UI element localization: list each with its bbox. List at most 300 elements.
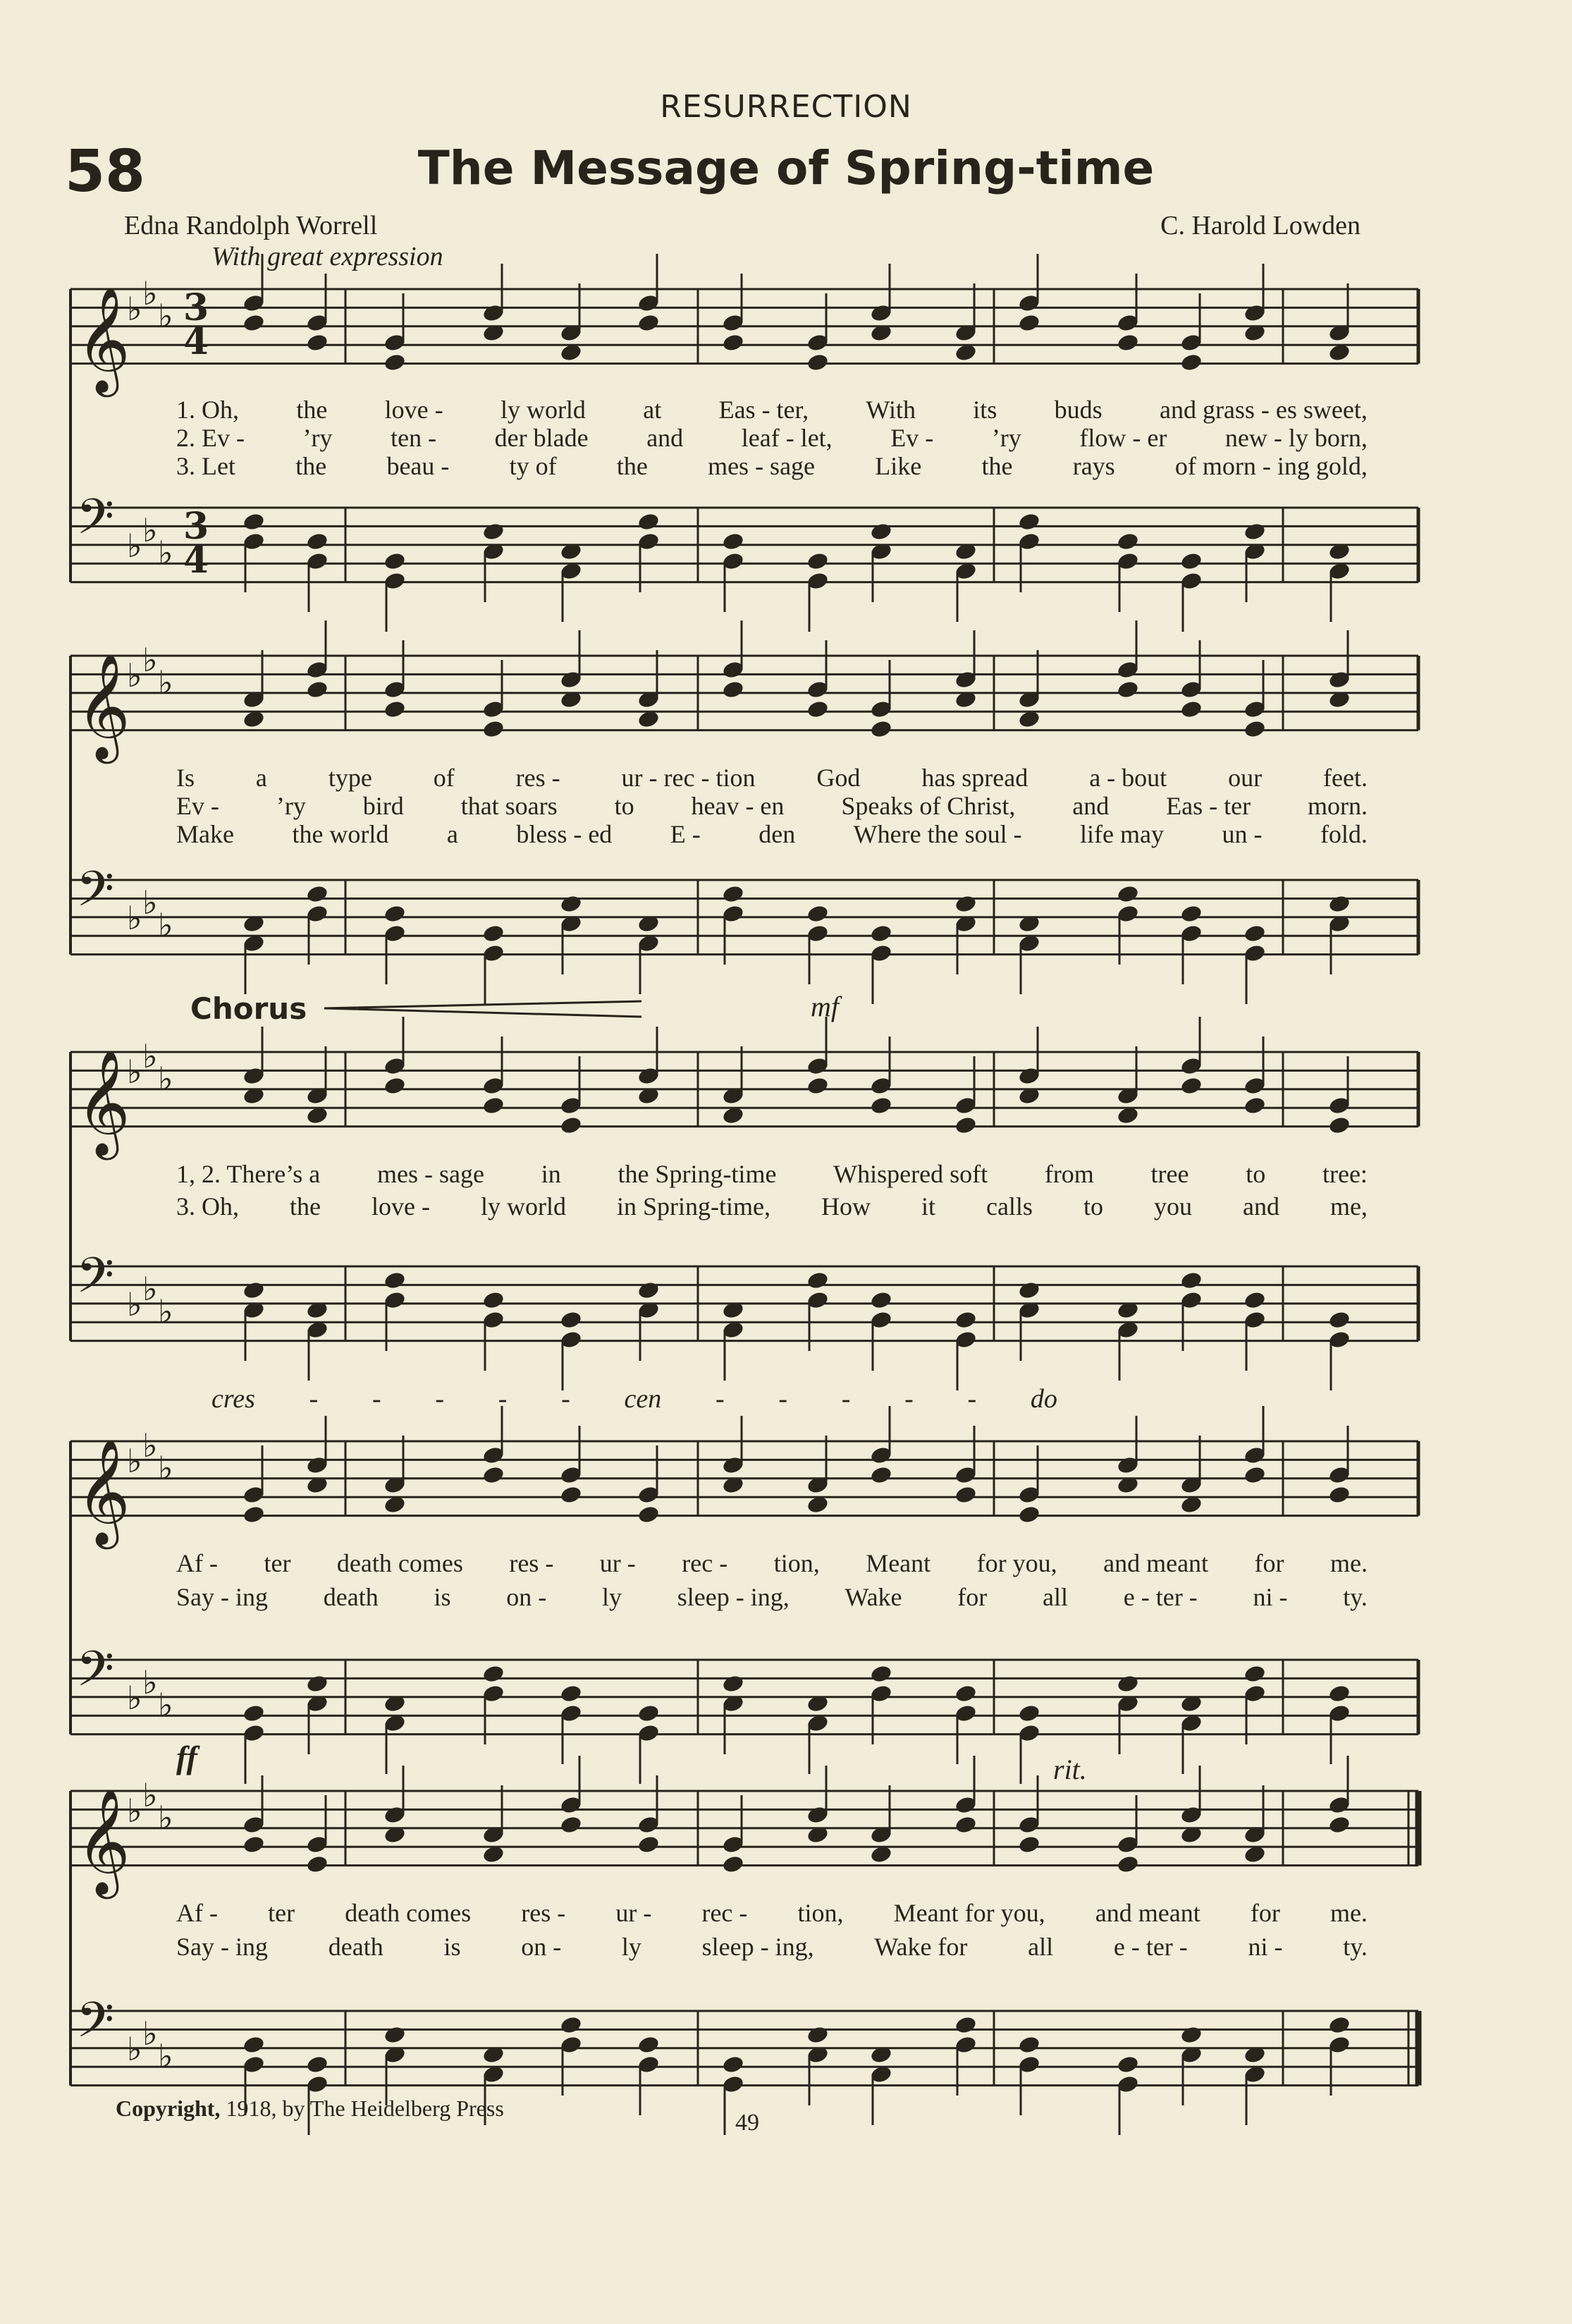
- lyric-syllable: rec -: [701, 1899, 748, 1927]
- lyric-syllable: 3. Let: [176, 452, 235, 480]
- lyric-line: [176, 1582, 1368, 1612]
- notehead: [721, 1674, 744, 1694]
- flat-sign-icon: ♭: [127, 1285, 142, 1323]
- notehead: [242, 1505, 265, 1524]
- lyric-syllable: death comes: [345, 1899, 472, 1927]
- crescendo-marking: [211, 1383, 1057, 1414]
- lyric-syllable: on -: [506, 1583, 547, 1611]
- notehead: [1116, 1674, 1139, 1694]
- section-heading: RESURRECTION: [660, 89, 912, 125]
- flat-sign-icon: ♭: [158, 2037, 173, 2075]
- lyric-syllable: the: [295, 452, 327, 480]
- notehead: [305, 1674, 328, 1694]
- lyric-syllable: beau -: [386, 452, 450, 480]
- lyric-syllable: ur - rec - tion: [621, 764, 756, 792]
- lyric-syllable: res -: [515, 764, 560, 792]
- lyric-syllable: death comes: [336, 1549, 463, 1577]
- notehead: [481, 1096, 505, 1115]
- lyric-syllable: a: [446, 820, 458, 848]
- flat-sign-icon: ♭: [158, 663, 173, 702]
- flat-sign-icon: ♭: [158, 534, 173, 572]
- notehead: [806, 2025, 829, 2045]
- lyric-syllable: ’ry: [991, 424, 1021, 452]
- notehead: [383, 353, 406, 372]
- lyric-syllable: ten -: [391, 424, 437, 452]
- treble-clef-icon: 𝄞: [76, 285, 130, 393]
- notehead: [1243, 1096, 1266, 1115]
- lyric-syllable: ter: [268, 1899, 295, 1927]
- lyric-syllable: Ev -: [890, 424, 934, 452]
- notehead: [383, 551, 406, 571]
- notehead: [1116, 2055, 1139, 2074]
- flat-sign-icon: ♭: [158, 1449, 173, 1487]
- notehead: [1179, 904, 1203, 924]
- lyric-syllable: calls: [985, 1192, 1033, 1221]
- page-number: 49: [735, 2110, 759, 2136]
- flat-sign-icon: ♭: [142, 883, 158, 922]
- lyric-line: [176, 395, 1368, 424]
- notehead: [1243, 924, 1266, 943]
- cres-dash: -: [498, 1384, 508, 1414]
- cres-dash: -: [904, 1384, 914, 1414]
- lyric-syllable: Speaks of Christ,: [841, 792, 1016, 820]
- do-text: do: [1030, 1384, 1057, 1414]
- notehead: [1179, 1271, 1203, 1290]
- lyric-syllable: ly world: [480, 1192, 566, 1221]
- notehead: [559, 1310, 582, 1330]
- notehead: [1327, 894, 1351, 914]
- hymn-title: The Message of Spring-time: [417, 141, 1155, 195]
- notehead: [1116, 333, 1139, 353]
- treble-clef-icon: 𝄞: [76, 652, 130, 759]
- lyric-syllable: and meant: [1103, 1549, 1209, 1577]
- notehead: [1327, 1115, 1351, 1135]
- notehead: [806, 1076, 829, 1096]
- lyric-syllable: Ev -: [176, 792, 219, 820]
- notehead: [806, 904, 829, 924]
- lyric-syllable: With: [866, 396, 916, 424]
- lyric-syllable: sleep - ing,: [677, 1583, 790, 1611]
- lyric-syllable: at: [643, 396, 662, 424]
- notehead: [1243, 1465, 1266, 1485]
- bass-clef-icon: 𝄢: [76, 1991, 115, 2060]
- lyric-syllable: ly: [601, 1583, 622, 1611]
- notehead: [559, 2015, 582, 2035]
- lyric-syllable: ni -: [1253, 1583, 1288, 1611]
- lyric-syllable: in: [541, 1160, 561, 1188]
- lyric-line: [176, 791, 1368, 821]
- notehead: [481, 719, 505, 739]
- notehead: [869, 522, 892, 542]
- lyric-syllable: that soars: [460, 792, 558, 820]
- notehead: [305, 1854, 328, 1874]
- flat-sign-icon: ♭: [142, 274, 158, 312]
- bass-clef-icon: 𝄢: [76, 860, 115, 929]
- notehead: [481, 1664, 505, 1684]
- notehead: [721, 1854, 744, 1874]
- notehead: [869, 1096, 892, 1115]
- notehead: [954, 1815, 977, 1835]
- lyric-syllable: new - ly born,: [1224, 424, 1368, 452]
- lyric-syllable: me.: [1330, 1549, 1368, 1577]
- flat-sign-icon: ♭: [127, 2030, 142, 2068]
- notehead: [383, 1076, 406, 1096]
- lyric-syllable: rays: [1072, 452, 1115, 480]
- lyric-syllable: mes - sage: [377, 1160, 484, 1188]
- flat-sign-icon: ♭: [142, 511, 158, 549]
- lyric-syllable: ty.: [1343, 1583, 1368, 1611]
- notehead: [954, 1684, 977, 1704]
- notehead: [559, 1815, 582, 1835]
- cres-text: cres: [211, 1384, 255, 1414]
- lyric-syllable: der blade: [494, 424, 589, 452]
- lyric-syllable: feet.: [1323, 764, 1368, 792]
- lyric-syllable: and: [1072, 792, 1110, 820]
- notehead: [1116, 532, 1139, 551]
- lyric-syllable: res -: [521, 1899, 566, 1927]
- lyric-syllable: e - ter -: [1113, 1933, 1188, 1961]
- flat-sign-icon: ♭: [127, 899, 142, 937]
- lyric-syllable: Eas - ter: [1166, 792, 1251, 820]
- lyric-syllable: Af -: [176, 1899, 218, 1927]
- notehead: [721, 884, 744, 904]
- lyric-syllable: sleep - ing,: [701, 1933, 814, 1961]
- lyric-syllable: Eas - ter,: [718, 396, 809, 424]
- notehead: [1327, 1815, 1351, 1835]
- lyric-syllable: den: [759, 820, 796, 848]
- notehead: [1017, 1704, 1040, 1723]
- notehead: [1017, 1835, 1040, 1854]
- notehead: [637, 1704, 660, 1723]
- flat-sign-icon: ♭: [158, 906, 173, 944]
- flat-sign-icon: ♭: [142, 1776, 158, 1814]
- lyric-syllable: Whispered soft: [833, 1160, 988, 1188]
- lyric-syllable: flow - er: [1079, 424, 1167, 452]
- time-signature-bottom: 4: [183, 320, 209, 363]
- lyric-syllable: ty of: [509, 452, 557, 480]
- flat-sign-icon: ♭: [127, 1442, 142, 1480]
- lyric-syllable: ur -: [615, 1899, 652, 1927]
- lyric-syllable: our: [1228, 764, 1263, 792]
- notehead: [1327, 2015, 1351, 2035]
- notehead: [305, 333, 328, 353]
- lyric-syllable: morn.: [1307, 792, 1368, 820]
- time-signature-bottom: 4: [183, 539, 209, 582]
- notehead: [242, 313, 265, 333]
- notehead: [1179, 2025, 1203, 2045]
- notehead: [1116, 680, 1139, 699]
- cres-dash: -: [372, 1384, 381, 1414]
- notehead: [954, 1310, 977, 1330]
- lyric-syllable: 1. Oh,: [176, 396, 239, 424]
- lyric-syllable: ly: [621, 1933, 641, 1961]
- flat-sign-icon: ♭: [127, 1679, 142, 1717]
- notehead: [1327, 1684, 1351, 1704]
- lyric-syllable: a - bout: [1089, 764, 1167, 792]
- notehead: [954, 1485, 977, 1505]
- notehead: [559, 1115, 582, 1135]
- lyric-syllable: God: [816, 764, 861, 792]
- cen-text: cen: [624, 1384, 662, 1414]
- lyric-syllable: E -: [670, 820, 701, 848]
- flat-sign-icon: ♭: [158, 1060, 173, 1098]
- notehead: [1179, 353, 1203, 372]
- notehead: [559, 1684, 582, 1704]
- lyric-syllable: tree:: [1322, 1160, 1368, 1188]
- cres-dash: -: [561, 1384, 570, 1414]
- lyric-line: [176, 423, 1368, 453]
- lyric-syllable: for you,: [976, 1549, 1057, 1577]
- notehead: [869, 1290, 892, 1310]
- notehead: [721, 680, 744, 699]
- lyric-syllable: all: [1043, 1583, 1068, 1611]
- lyric-syllable: its: [973, 396, 997, 424]
- flat-sign-icon: ♭: [127, 290, 142, 328]
- bass-clef-icon: 𝄢: [76, 1640, 115, 1709]
- lyric-syllable: Af -: [176, 1549, 218, 1577]
- cres-dash: -: [435, 1384, 445, 1414]
- notehead: [559, 894, 582, 914]
- lyric-syllable: the: [981, 452, 1013, 480]
- time-signature-top: 3: [183, 286, 209, 329]
- notehead: [637, 313, 660, 333]
- lyric-syllable: fold.: [1320, 820, 1368, 848]
- notehead: [559, 1485, 582, 1505]
- notehead: [637, 1835, 660, 1854]
- poet-credit: Edna Randolph Worrell: [124, 211, 378, 240]
- mezzo-forte-marking: mf: [811, 991, 839, 1022]
- lyric-syllable: of: [433, 764, 455, 792]
- lyric-syllable: 3. Oh,: [176, 1192, 239, 1221]
- flat-sign-icon: ♭: [142, 2014, 158, 2053]
- lyric-syllable: for: [957, 1583, 988, 1611]
- lyric-syllable: the: [296, 396, 328, 424]
- notehead: [637, 512, 660, 532]
- flat-sign-icon: ♭: [142, 1270, 158, 1308]
- lyric-syllable: all: [1028, 1933, 1054, 1961]
- flat-sign-icon: ♭: [142, 1037, 158, 1075]
- lyric-syllable: in Spring-time,: [616, 1192, 770, 1221]
- notehead: [383, 2025, 406, 2045]
- notehead: [954, 2015, 977, 2035]
- lyric-syllable: love -: [384, 396, 443, 424]
- notehead: [383, 904, 406, 924]
- notehead: [1243, 1290, 1266, 1310]
- lyric-syllable: love -: [371, 1192, 430, 1221]
- lyric-line: [176, 763, 1368, 793]
- notehead: [1017, 313, 1040, 333]
- notehead: [869, 719, 892, 739]
- cres-dash: -: [715, 1384, 725, 1414]
- notehead: [869, 1465, 892, 1485]
- lyric-syllable: tion,: [797, 1899, 844, 1927]
- lyric-syllable: mes - sage: [708, 452, 816, 480]
- notehead: [1243, 719, 1266, 739]
- lyric-syllable: buds: [1054, 396, 1103, 424]
- lyric-syllable: leaf - let,: [741, 424, 833, 452]
- notehead: [1327, 1485, 1351, 1505]
- copyright-label: Copyright,: [116, 2096, 221, 2121]
- lyric-line: [176, 1159, 1368, 1189]
- notehead: [806, 1271, 829, 1290]
- lyric-syllable: tion,: [773, 1549, 820, 1577]
- lyric-syllable: ty.: [1343, 1933, 1368, 1961]
- notehead: [721, 532, 744, 551]
- lyric-syllable: bless - ed: [516, 820, 613, 848]
- notehead: [1243, 522, 1266, 542]
- flat-sign-icon: ♭: [158, 1799, 173, 1837]
- lyric-syllable: type: [328, 764, 372, 792]
- lyric-syllable: it: [921, 1192, 935, 1221]
- notehead: [242, 1835, 265, 1854]
- flat-sign-icon: ♭: [142, 1426, 158, 1464]
- notehead: [305, 532, 328, 551]
- chorus-label: Chorus: [190, 991, 307, 1026]
- lyric-syllable: ni -: [1248, 1933, 1283, 1961]
- lyric-syllable: and grass - es sweet,: [1159, 396, 1368, 424]
- lyric-syllable: me.: [1330, 1899, 1368, 1927]
- lyric-syllable: and meant: [1095, 1899, 1201, 1927]
- lyric-syllable: Wake for: [874, 1933, 968, 1961]
- treble-clef-icon: 𝄞: [76, 1787, 130, 1895]
- bass-clef-icon: 𝄢: [76, 1247, 115, 1316]
- flat-sign-icon: ♭: [158, 1686, 173, 1724]
- notehead: [1116, 884, 1139, 904]
- notehead: [242, 1704, 265, 1723]
- lyric-line: [176, 451, 1368, 481]
- lyric-syllable: the world: [292, 820, 389, 848]
- lyric-syllable: Say - ing: [176, 1933, 268, 1961]
- lyric-syllable: the: [616, 452, 648, 480]
- notehead: [242, 2035, 265, 2055]
- notehead: [242, 512, 265, 532]
- flat-sign-icon: ♭: [158, 297, 173, 335]
- notehead: [481, 522, 505, 542]
- notehead: [383, 1271, 406, 1290]
- lyric-syllable: you: [1153, 1192, 1192, 1221]
- fortissimo-marking: ff: [176, 1739, 197, 1775]
- lyric-line: [176, 1548, 1368, 1578]
- lyric-syllable: to: [1246, 1160, 1266, 1188]
- lyric-syllable: is: [443, 1933, 461, 1961]
- notehead: [1327, 1310, 1351, 1330]
- lyric-syllable: to: [614, 792, 634, 820]
- lyric-line: [176, 1898, 1368, 1928]
- notehead: [305, 2055, 328, 2074]
- cres-dash: -: [778, 1384, 787, 1414]
- lyric-syllable: death: [328, 1933, 383, 1961]
- notehead: [305, 680, 328, 699]
- hymn-number: 58: [65, 138, 146, 205]
- lyric-syllable: has spread: [921, 764, 1028, 792]
- lyric-syllable: Say - ing: [176, 1583, 268, 1611]
- cres-dash: -: [841, 1384, 851, 1414]
- notehead: [954, 894, 977, 914]
- cres-dash: -: [967, 1384, 977, 1414]
- copyright-text: 1918, by The Heidelberg Press: [226, 2096, 504, 2121]
- notehead: [637, 1280, 660, 1300]
- lyric-syllable: and: [1242, 1192, 1279, 1221]
- lyric-syllable: is: [434, 1583, 451, 1611]
- lyric-syllable: from: [1044, 1160, 1094, 1188]
- lyric-syllable: a: [255, 764, 267, 792]
- ritardando-marking: rit.: [1053, 1754, 1087, 1785]
- notehead: [1017, 1505, 1040, 1524]
- lyric-syllable: ur -: [599, 1549, 636, 1577]
- notehead: [721, 2055, 744, 2074]
- notehead: [1017, 2035, 1040, 2055]
- flat-sign-icon: ♭: [158, 1292, 173, 1331]
- tempo-marking: With great expression: [211, 242, 443, 271]
- lyric-syllable: to: [1083, 1192, 1103, 1221]
- notehead: [305, 884, 328, 904]
- notehead: [869, 924, 892, 943]
- time-signature-top: 3: [183, 505, 209, 548]
- lyric-syllable: the Spring-time: [618, 1160, 777, 1188]
- lyric-syllable: ly world: [500, 396, 586, 424]
- notehead: [1179, 551, 1203, 571]
- lyric-syllable: on -: [521, 1933, 562, 1961]
- composer-credit: C. Harold Lowden: [1160, 211, 1361, 240]
- notehead: [481, 1465, 505, 1485]
- lyric-syllable: and: [646, 424, 684, 452]
- lyric-syllable: Meant for you,: [893, 1899, 1045, 1927]
- lyric-syllable: ter: [264, 1549, 291, 1577]
- notehead: [869, 1664, 892, 1684]
- lyric-syllable: of morn - ing gold,: [1174, 452, 1368, 480]
- notehead: [481, 924, 505, 943]
- lyric-syllable: tree: [1150, 1160, 1189, 1188]
- bass-clef-icon: 𝄢: [76, 488, 115, 557]
- lyric-syllable: Wake: [845, 1583, 902, 1611]
- lyric-syllable: for: [1254, 1549, 1284, 1577]
- lyric-syllable: Like: [875, 452, 922, 480]
- lyric-syllable: heav - en: [691, 792, 785, 820]
- treble-clef-icon: 𝄞: [76, 1437, 130, 1545]
- flat-sign-icon: ♭: [127, 527, 142, 565]
- lyric-syllable: for: [1250, 1899, 1280, 1927]
- notehead: [721, 333, 744, 353]
- lyric-syllable: 2. Ev -: [176, 424, 245, 452]
- flat-sign-icon: ♭: [142, 641, 158, 679]
- lyric-syllable: ’ry: [302, 424, 333, 452]
- notehead: [1017, 512, 1040, 532]
- notehead: [1179, 1076, 1203, 1096]
- lyric-line: [176, 819, 1368, 849]
- flat-sign-icon: ♭: [127, 656, 142, 695]
- notehead: [637, 1505, 660, 1524]
- lyric-syllable: e - ter -: [1123, 1583, 1198, 1611]
- lyric-line: [176, 1932, 1368, 1962]
- lyric-syllable: life may: [1080, 820, 1164, 848]
- lyric-syllable: ’ry: [276, 792, 306, 820]
- flat-sign-icon: ♭: [127, 1792, 142, 1830]
- flat-sign-icon: ♭: [142, 1663, 158, 1701]
- lyric-syllable: How: [821, 1192, 871, 1221]
- lyric-syllable: Make: [176, 820, 234, 848]
- notehead: [806, 699, 829, 719]
- cres-dash: -: [309, 1384, 319, 1414]
- lyric-syllable: Meant: [866, 1549, 931, 1577]
- notehead: [481, 1290, 505, 1310]
- crescendo-hairpin: [324, 1001, 641, 1017]
- lyric-syllable: the: [290, 1192, 321, 1221]
- flat-sign-icon: ♭: [127, 1053, 142, 1091]
- lyric-syllable: me,: [1330, 1192, 1368, 1221]
- treble-clef-icon: 𝄞: [76, 1048, 130, 1156]
- notehead: [806, 551, 829, 571]
- notehead: [954, 1115, 977, 1135]
